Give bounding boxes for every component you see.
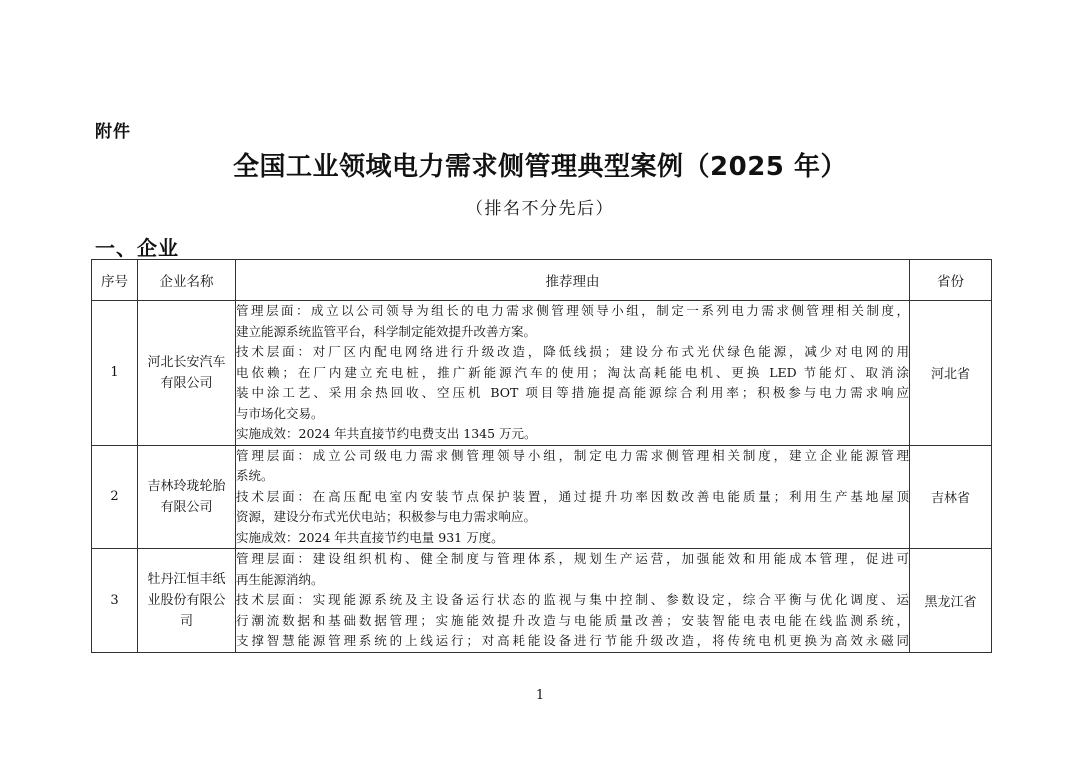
province: 河北省 bbox=[910, 301, 992, 446]
company-name bbox=[138, 445, 236, 549]
reason-line: 实施成效：2024 年共直接节约电费支出 1345 万元。 bbox=[236, 426, 537, 441]
company-name-line: 河北长安汽车 bbox=[147, 354, 226, 370]
row-number: 2 bbox=[92, 445, 138, 549]
column-header-reason: 推荐理由 bbox=[236, 260, 910, 301]
reason-line: 技术层面：在高压配电室内安装节点保护装置，通过提升功率因数改善电能质量；利用生产基地屋顶 bbox=[236, 488, 909, 504]
reason-line: 电依赖；在厂内建立充电桩，推广新能源汽车的使用；淘汰高耗能电机、更换 LED 节能灯、取消涂 bbox=[236, 364, 909, 380]
column-header-number: 序号 bbox=[92, 260, 138, 301]
recommendation-reason bbox=[236, 549, 910, 653]
reason-line: 建立能源系统监管平台，科学制定能效提升改善方案。 bbox=[236, 323, 537, 339]
reason-line: 与市场化交易。 bbox=[236, 405, 324, 421]
table-row bbox=[92, 549, 992, 653]
company-name bbox=[138, 549, 236, 653]
cases-table bbox=[91, 259, 992, 653]
reason-line: 系统。 bbox=[236, 468, 274, 483]
company-name-line: 有限公司 bbox=[160, 499, 213, 515]
recommendation-reason bbox=[236, 301, 910, 446]
table-body bbox=[92, 301, 992, 653]
reason-line: 技术层面：对厂区内配电网络进行升级改造，降低线损；建设分布式光伏绿色能源，减少对电网的用 bbox=[236, 344, 909, 359]
province: 黑龙江省 bbox=[910, 549, 992, 653]
row-number: 1 bbox=[92, 301, 138, 446]
document-subtitle: （排名不分先后） bbox=[466, 199, 614, 219]
attachment-label: 附件 bbox=[95, 122, 131, 142]
reason-line: 支撑智慧能源管理系统的上线运行；对高耗能设备进行节能升级改造，将传统电机更换为高效永磁同 bbox=[236, 633, 909, 648]
reason-line: 装中涂工艺、采用余热回收、空压机 BOT 项目等措施提高能源综合利用率；积极参与电力需求响应 bbox=[236, 385, 909, 400]
reason-line: 管理层面：成立公司级电力需求侧管理领导小组，制定电力需求侧管理相关制度，建立企业能源管理 bbox=[236, 447, 909, 463]
reason-line: 再生能源消纳。 bbox=[236, 571, 324, 587]
table-header-row bbox=[92, 260, 992, 301]
table-row bbox=[92, 301, 992, 446]
recommendation-reason bbox=[236, 445, 910, 549]
company-name-line: 吉林玲珑轮胎 bbox=[147, 478, 226, 494]
document-title: 全国工业领域电力需求侧管理典型案例（2025 年） bbox=[233, 152, 847, 182]
reason-line: 管理层面：成立以公司领导为组长的电力需求侧管理领导小组，制定一系列电力需求侧管理相关制度， bbox=[236, 303, 909, 318]
reason-line: 行潮流数据和基础数据管理；实施能效提升改造与电能质量改善；安装智能电表电能在线监测系统， bbox=[236, 612, 909, 628]
column-header-company: 企业名称 bbox=[138, 260, 236, 301]
reason-line: 管理层面：建设组织机构、健全制度与管理体系，规划生产运营，加强能效和用能成本管理，促进可 bbox=[236, 551, 909, 566]
reason-line: 资源，建设分布式光伏电站；积极参与电力需求响应。 bbox=[236, 509, 537, 524]
company-name-line: 司 bbox=[179, 613, 193, 629]
reason-line: 技术层面：实现能源系统及主设备运行状态的监视与集中控制、参数设定，综合平衡与优化调度、运 bbox=[236, 592, 909, 607]
province: 吉林省 bbox=[910, 445, 992, 549]
company-name bbox=[138, 301, 236, 446]
table-row bbox=[92, 445, 992, 549]
column-header-province: 省份 bbox=[910, 260, 992, 301]
page-number: 1 bbox=[535, 688, 545, 703]
company-name-line: 业股份有限公 bbox=[147, 592, 226, 608]
row-number: 3 bbox=[92, 549, 138, 653]
section-heading: 一、企业 bbox=[95, 236, 179, 260]
reason-line: 实施成效：2024 年共直接节约电量 931 万度。 bbox=[236, 529, 504, 545]
company-name-line: 牡丹江恒丰纸 bbox=[147, 571, 226, 587]
company-name-line: 有限公司 bbox=[160, 375, 213, 391]
